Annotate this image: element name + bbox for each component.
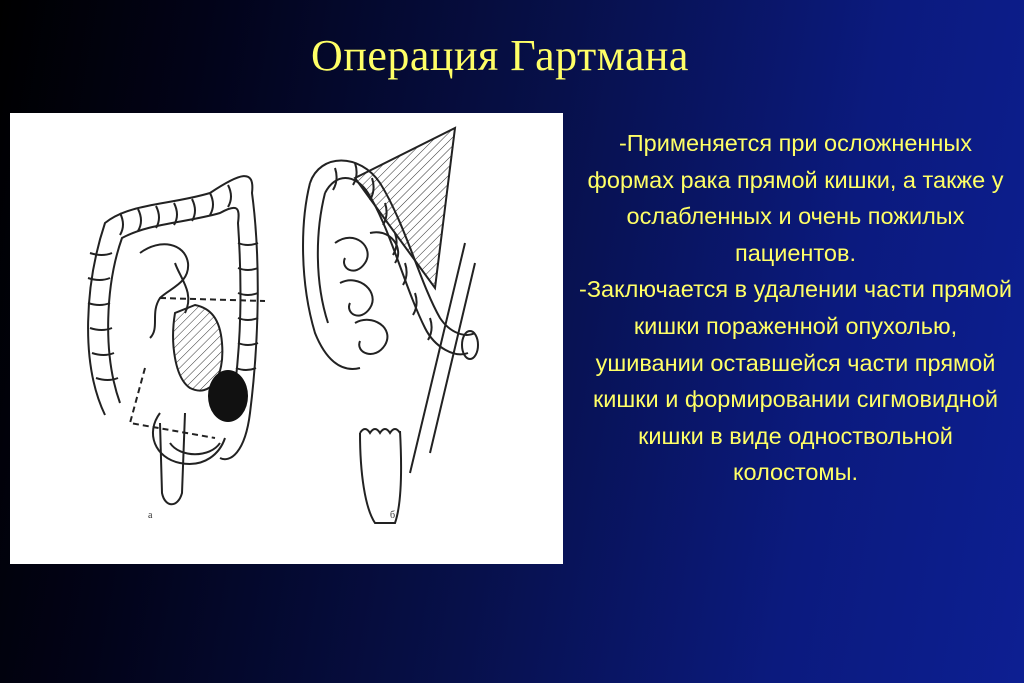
colostomy-drawing-b [303,128,478,523]
slide-title: Операция Гартмана [311,31,689,80]
surgery-illustration [10,113,563,564]
slide-body-text [578,125,1013,491]
paragraph-indications: -Применяется при осложненных формах рака прямой кишки, а также у ослабленных и очень пожилых пациентов. [587,130,1004,266]
colon-drawing-a [88,176,265,504]
paragraph-procedure: -Заключается в удалении части прямой кишки пораженной опухолью, ушивании оставшейся части прямой кишки и формировании сигмовидной кишки в виде одноствольной колостомы. [579,276,1012,486]
tumor-mass [208,370,248,422]
figure-label-b: б [390,510,396,521]
figure-label-a: а [148,510,153,521]
